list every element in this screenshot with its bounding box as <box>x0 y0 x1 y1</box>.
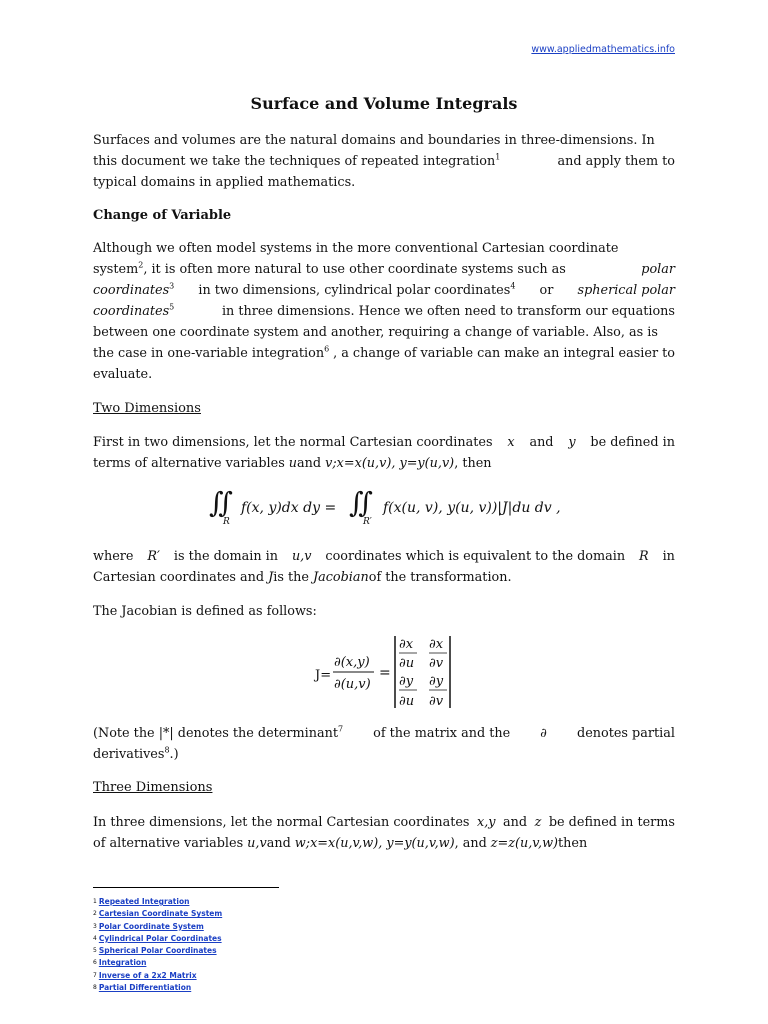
jacobian-svg <box>93 632 675 712</box>
integral-domain-r: R <box>223 517 230 527</box>
section-heading-two-dimensions: Two Dimensions <box>93 401 201 416</box>
integral-rhs: f(x(u, v), y(u, v))|J|du dv , <box>383 500 561 516</box>
change-of-variable-paragraph: Although we often model systems in the more conventional Cartesian coordinate system$^2$, it is often more natural to use other coordinate systems such as polar coordinates$^3$ in two dimensions, cylindrical polar coordinates$^4$ or spherical polar coordinates$^5$ in three dimensions. Hence we often need to transform our equations between one coordinate system and another, requiring a change of variable. Also, as is the case in one-variable integration$^6$ , a change of variable can make an integral easier to evaluate. <box>93 241 675 382</box>
jacobian-equation <box>93 632 675 712</box>
footnote-link[interactable]: Repeated Integration <box>98 897 190 906</box>
matrix-cell-21-num: ∂y <box>399 674 414 689</box>
jacobian-denominator: ∂(u,v) <box>334 677 371 692</box>
double-integral-sign: ∬ <box>209 486 233 519</box>
matrix-cell-12-den: ∂v <box>429 656 444 671</box>
note-paragraph: (Note the |*| denotes the determinant$^7$ of the matrix and the ∂ denotes partial derivatives$^8$.) <box>93 724 675 762</box>
document-title: Surface and Volume Integrals <box>250 94 518 113</box>
integral-lhs: f(x, y)dx dy = <box>241 500 337 516</box>
two-dimensions-paragraph: First in two dimensions, let the normal Cartesian coordinates x and y be defined in terms of alternative variables u and v; x=x(u,v), y=y(u,v), then <box>93 435 675 471</box>
footnote-ref-4[interactable]: 4 <box>510 281 516 291</box>
integral-domain-r-prime: R′ <box>363 517 372 527</box>
change-of-variable-equation <box>93 486 675 530</box>
jacobian-label: J= <box>315 668 332 683</box>
footnote-link[interactable]: Cylindrical Polar Coordinates <box>98 933 222 943</box>
domain-paragraph: where R′ is the domain in u,v coordinates which is equivalent to the domain R in Cartesian coordinates and J is the Jacobian of the transformation. <box>93 549 675 585</box>
footnote-ref-7[interactable]: 7 <box>337 724 344 734</box>
footnotes <box>93 896 222 994</box>
footnote-5: $^5$ Spherical Polar Coordinates <box>93 946 217 956</box>
header-website-link[interactable]: www.appliedmathematics.info <box>531 44 675 55</box>
footnote-ref-8[interactable]: 8 <box>164 745 170 755</box>
footnote-link[interactable]: Spherical Polar Coordinates <box>98 946 217 956</box>
matrix-cell-11-den: ∂u <box>399 656 415 671</box>
footnote-6: $^6$ Integration <box>93 958 147 968</box>
footnote-link[interactable]: Partial Differentiation <box>98 983 192 993</box>
footnote-ref-2[interactable]: 2 <box>138 260 144 270</box>
footnote-2: $^2$ Cartesian Coordinate System <box>93 909 223 919</box>
intro-paragraph: Surfaces and volumes are the natural domains and boundaries in three-dimensions. In this document we take the techniques of repeated integration$^1$ and apply them to typical domains in applied mathematics. <box>93 133 675 190</box>
three-dimensions-paragraph: In three dimensions, let the normal Cartesian coordinates x,y and z be defined in terms of alternative variables u,v and w; x=x(u,v,w), y=y(u,v,w), and z=z(u,v,w) then <box>93 815 675 851</box>
footnote-1: $^1$ Repeated Integration <box>93 897 190 906</box>
footnote-3: $^3$ Polar Coordinate System <box>93 921 204 931</box>
footnote-ref-6[interactable]: 6 <box>324 344 330 354</box>
matrix-cell-22-num: ∂y <box>429 674 444 689</box>
footnote-link[interactable]: Cartesian Coordinate System <box>98 909 223 919</box>
matrix-cell-11-num: ∂x <box>399 637 414 652</box>
footnote-link[interactable]: Inverse of a 2x2 Matrix <box>98 970 197 980</box>
matrix-cell-12-num: ∂x <box>429 637 444 652</box>
footnote-ref-1[interactable]: 1 <box>495 152 501 162</box>
footnote-link[interactable]: Integration <box>98 958 147 968</box>
jacobian-numerator: ∂(x,y) <box>334 655 370 670</box>
footnote-link[interactable]: Polar Coordinate System <box>98 921 204 931</box>
footnote-ref-5[interactable]: 5 <box>169 302 175 312</box>
footnote-7: $^7$ Inverse of a 2x2 Matrix <box>93 970 197 980</box>
matrix-cell-21-den: ∂u <box>399 694 415 709</box>
section-heading-three-dimensions: Three Dimensions <box>93 780 213 795</box>
matrix-cell-22-den: ∂v <box>429 694 444 709</box>
footnote-divider <box>93 887 279 888</box>
double-integral-sign-2: ∬ <box>349 486 373 519</box>
footnote-8: $^8$ Partial Differentiation <box>93 983 192 993</box>
footnote-ref-3[interactable]: 3 <box>169 281 175 291</box>
footnote-4: $^4$ Cylindrical Polar Coordinates <box>93 933 222 943</box>
jacobian-intro: The Jacobian is defined as follows: <box>93 604 317 619</box>
jacobian-equals: = <box>379 665 391 681</box>
section-heading-change-of-variable: Change of Variable <box>93 208 232 223</box>
